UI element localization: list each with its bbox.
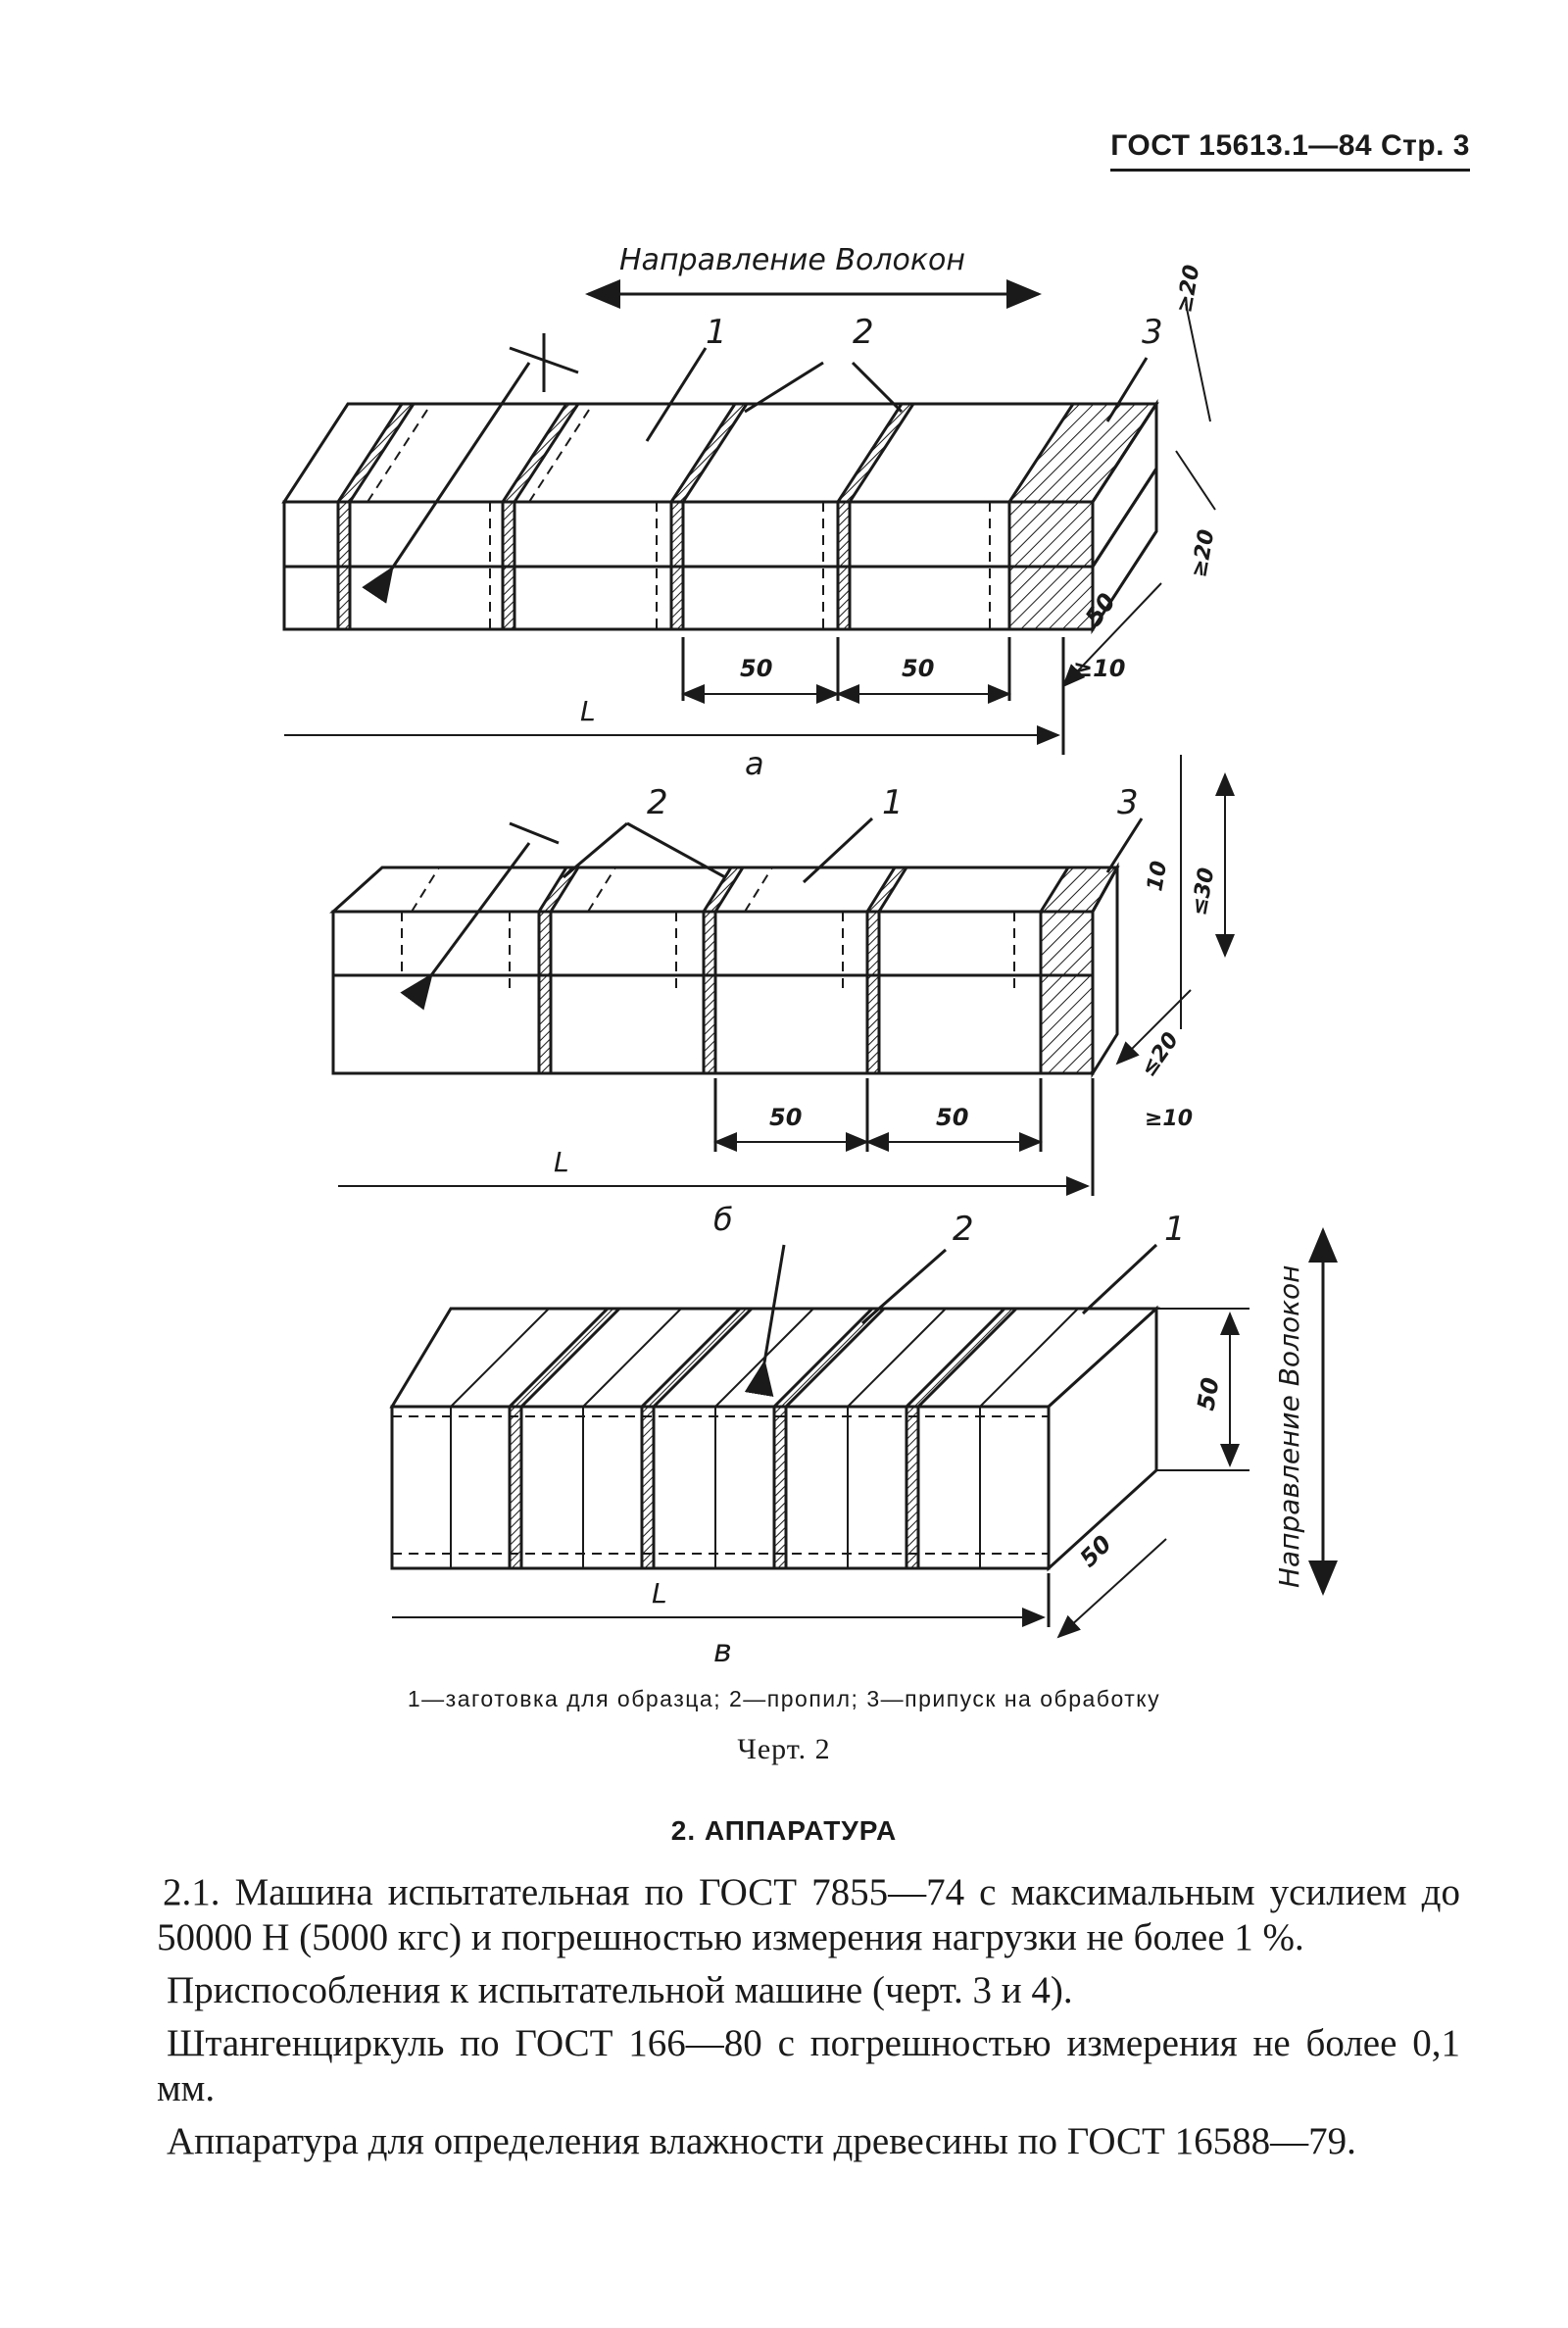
figure-legend: 1—заготовка для образца; 2—пропил; 3—припуск на обработку: [407, 1686, 1161, 1711]
panel-b-dim-50a: 50: [769, 1104, 803, 1131]
panel-v-dim-50-depth: 50: [1074, 1529, 1117, 1573]
panel-a-dim-ge10: ≥10: [1073, 655, 1126, 682]
section-title: 2. АППАРАТУРА: [670, 1815, 898, 1846]
panel-b-dim-ge10: ≥10: [1145, 1107, 1194, 1131]
panel-b-dim-L: L: [554, 1146, 569, 1178]
panel-a-callout-2: 2: [853, 313, 874, 352]
panel-a-dim-50a: 50: [740, 655, 773, 682]
panel-a: [284, 304, 1215, 755]
page-header: ГОСТ 15613.1—84 Стр. 3: [1110, 129, 1470, 172]
panel-a-dim-top: ≥20: [1172, 263, 1205, 316]
fiber-direction-label: Направление Волокон: [619, 243, 965, 277]
panel-a-dim-L: L: [580, 695, 596, 727]
panel-a-callout-3: 3: [1142, 313, 1163, 352]
panel-b-callout-1: 1: [882, 783, 904, 822]
fiber-direction-side-label: Направление Волокон: [1273, 1264, 1305, 1588]
section-body: [157, 1870, 1460, 2172]
paragraph-caliper: Штангенциркуль по ГОСТ 166—80 с погрешностью измерения не более 0,1 мм.: [157, 2022, 1460, 2109]
paragraph-moisture: Аппаратура для определения влажности древесины по ГОСТ 16588—79.: [167, 2120, 1356, 2162]
panel-a-dim-50b: 50: [902, 655, 935, 682]
panel-b-dim-10: 10: [1143, 859, 1173, 894]
panel-v-label: в: [713, 1632, 732, 1666]
figure-caption: Черт. 2: [737, 1733, 831, 1765]
panel-b-callout-2: 2: [647, 783, 668, 822]
panel-a-dim-side: 50: [1079, 588, 1122, 631]
panel-a-callout-1: 1: [706, 313, 727, 352]
panel-b-callout-3: 3: [1117, 783, 1139, 822]
panel-b-label: б: [713, 1201, 733, 1238]
panel-v: [392, 1230, 1323, 1637]
panel-v-dim-L: L: [652, 1577, 667, 1610]
panel-v-callout-1: 1: [1164, 1210, 1186, 1249]
panel-v-callout-2: 2: [953, 1210, 974, 1249]
panel-b-dim-50b: 50: [936, 1104, 969, 1131]
paragraph-2-1: 2.1. Машина испытательная по ГОСТ 7855—74 с максимальным усилием до 50000 Н (5000 кгс) и погрешностью измерения нагрузки не более 1 %.: [157, 1871, 1460, 1958]
panel-v-dim-50-side: 50: [1192, 1375, 1225, 1413]
panel-a-dim-mid: ≥20: [1187, 527, 1220, 580]
panel-a-label: а: [745, 745, 764, 782]
paragraph-fixtures: Приспособления к испытательной машине (черт. 3 и 4).: [167, 1969, 1073, 2011]
panel-b-dim-20: ≤20: [1136, 1027, 1185, 1082]
panel-b-dim-30: ≤30: [1187, 866, 1220, 918]
